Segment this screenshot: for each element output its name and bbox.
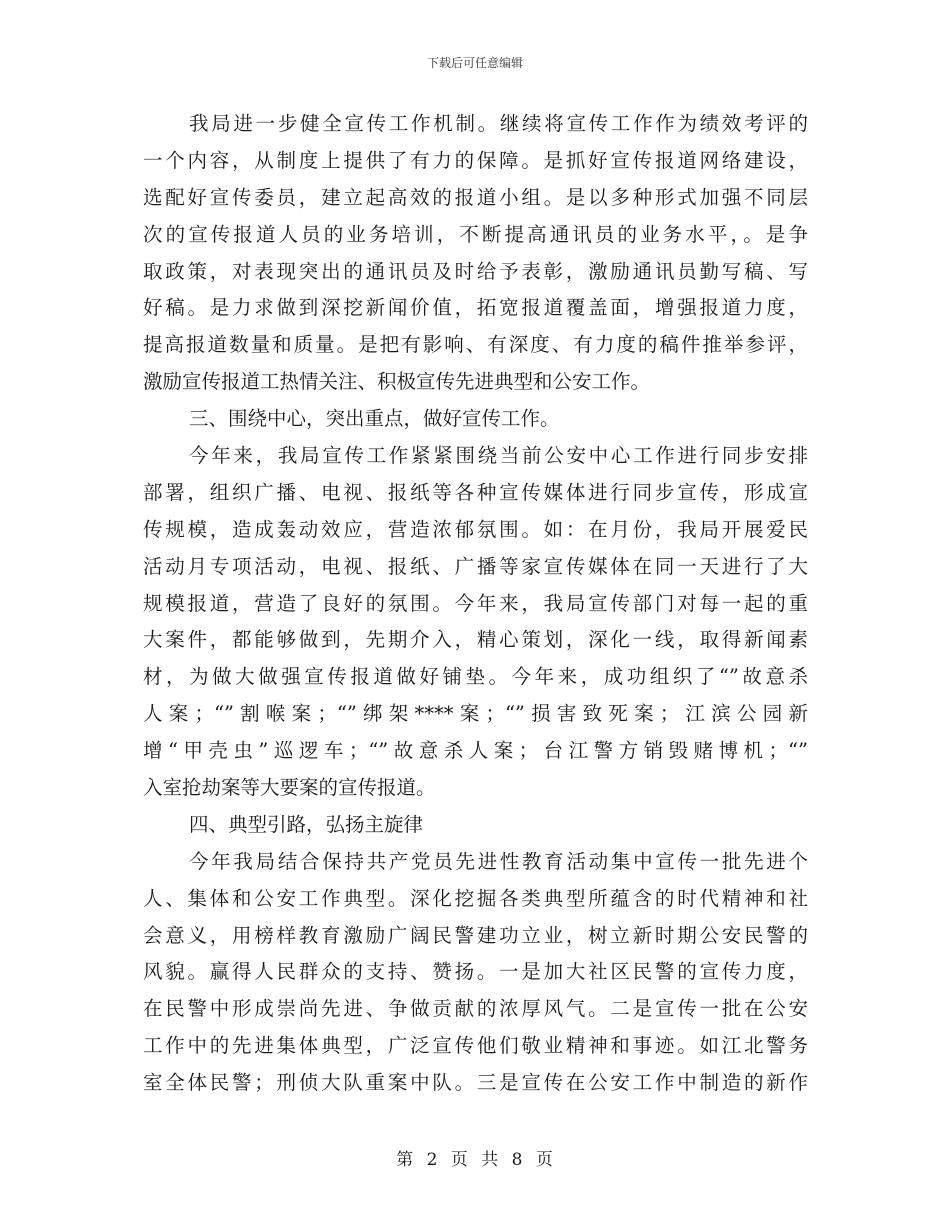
text-line: 人、集体和公安工作典型。深化挖掘各类典型所蕴含的时代精神和社 <box>143 886 808 910</box>
text-line: 会意义，用榜样教育激励广阔民警建功立业，树立新时期公安民警的 <box>143 923 808 947</box>
text-line: 选配好宣传委员，建立起高效的报道小组。是以多种形式加强不同层 <box>143 185 808 209</box>
text-line: 活动月专项活动，电视、报纸、广播等家宣传媒体在同一天进行了大 <box>143 554 808 578</box>
text-line: 我局进一步健全宣传工作机制。继续将宣传工作作为绩效考评的 <box>189 112 808 135</box>
text-line: 今年来，我局宣传工作紧紧围绕当前公安中心工作进行同步安排 <box>189 444 808 468</box>
text-line: 大案件，都能够做到，先期介入，精心策划，深化一线，取得新闻素 <box>143 628 808 652</box>
text-line: 室全体民警；刑侦大队重案中队。三是宣传在公安工作中制造的新作 <box>143 1071 808 1095</box>
document-body <box>143 106 808 1102</box>
text-line: 四、典型引路，弘扬主旋律 <box>189 812 424 836</box>
text-line: 入室抢劫案等大要案的宣传报道。 <box>143 776 436 800</box>
text-line: 部署，组织广播、电视、报纸等各种宣传媒体进行同步宣传，形成宣 <box>143 480 808 504</box>
text-line: 好稿。是力求做到深挖新闻价值，拓宽报道覆盖面，增强报道力度， <box>143 296 808 320</box>
text-line: 材，为做大做强宣传报道做好铺垫。今年来，成功组织了“”故意杀 <box>143 665 808 689</box>
text-line: 传规模，造成轰动效应，营造浓郁氛围。如：在月份，我局开展爱民 <box>143 517 808 541</box>
text-line: 人案；“”割喉案；“”绑架****案；“”损害致死案；江滨公园新 <box>143 702 808 726</box>
text-line: 在民警中形成崇尚先进、争做贡献的浓厚风气。二是宣传一批在公安 <box>143 997 808 1021</box>
text-line: 增“甲壳虫”巡逻车；“”故意杀人案；台江警方销毁赌博机；“” <box>143 739 808 763</box>
text-line: 今年我局结合保持共产党员先进性教育活动集中宣传一批先进个 <box>189 849 808 873</box>
text-line: 风貌。赢得人民群众的支持、赞扬。一是加大社区民警的宣传力度， <box>143 960 808 984</box>
text-line: 次的宣传报道人员的业务培训，不断提高通讯员的业务水平，。是争 <box>143 222 808 246</box>
text-line: 工作中的先进集体典型，广泛宣传他们敬业精神和事迹。如江北警务 <box>143 1034 808 1058</box>
text-line: 取政策，对表现突出的通讯员及时给予表彰，激励通讯员勤写稿、写 <box>143 259 808 283</box>
page-number-footer: 第 2 页 共 8 页 <box>396 1150 554 1170</box>
text-line: 激励宣传报道工热情关注、积极宣传先进典型和公安工作。 <box>143 370 651 394</box>
page-header-note: 下载后可任意编辑 <box>426 56 523 70</box>
text-line: 提高报道数量和质量。是把有影响、有深度、有力度的稿件推举参评， <box>143 333 808 357</box>
text-line: 一个内容，从制度上提供了有力的保障。是抓好宣传报道网络建设， <box>143 148 808 172</box>
text-line: 三、围绕中心，突出重点，做好宣传工作。 <box>189 407 560 431</box>
text-line: 规模报道，营造了良好的氛围。今年来，我局宣传部门对每一起的重 <box>143 591 808 615</box>
